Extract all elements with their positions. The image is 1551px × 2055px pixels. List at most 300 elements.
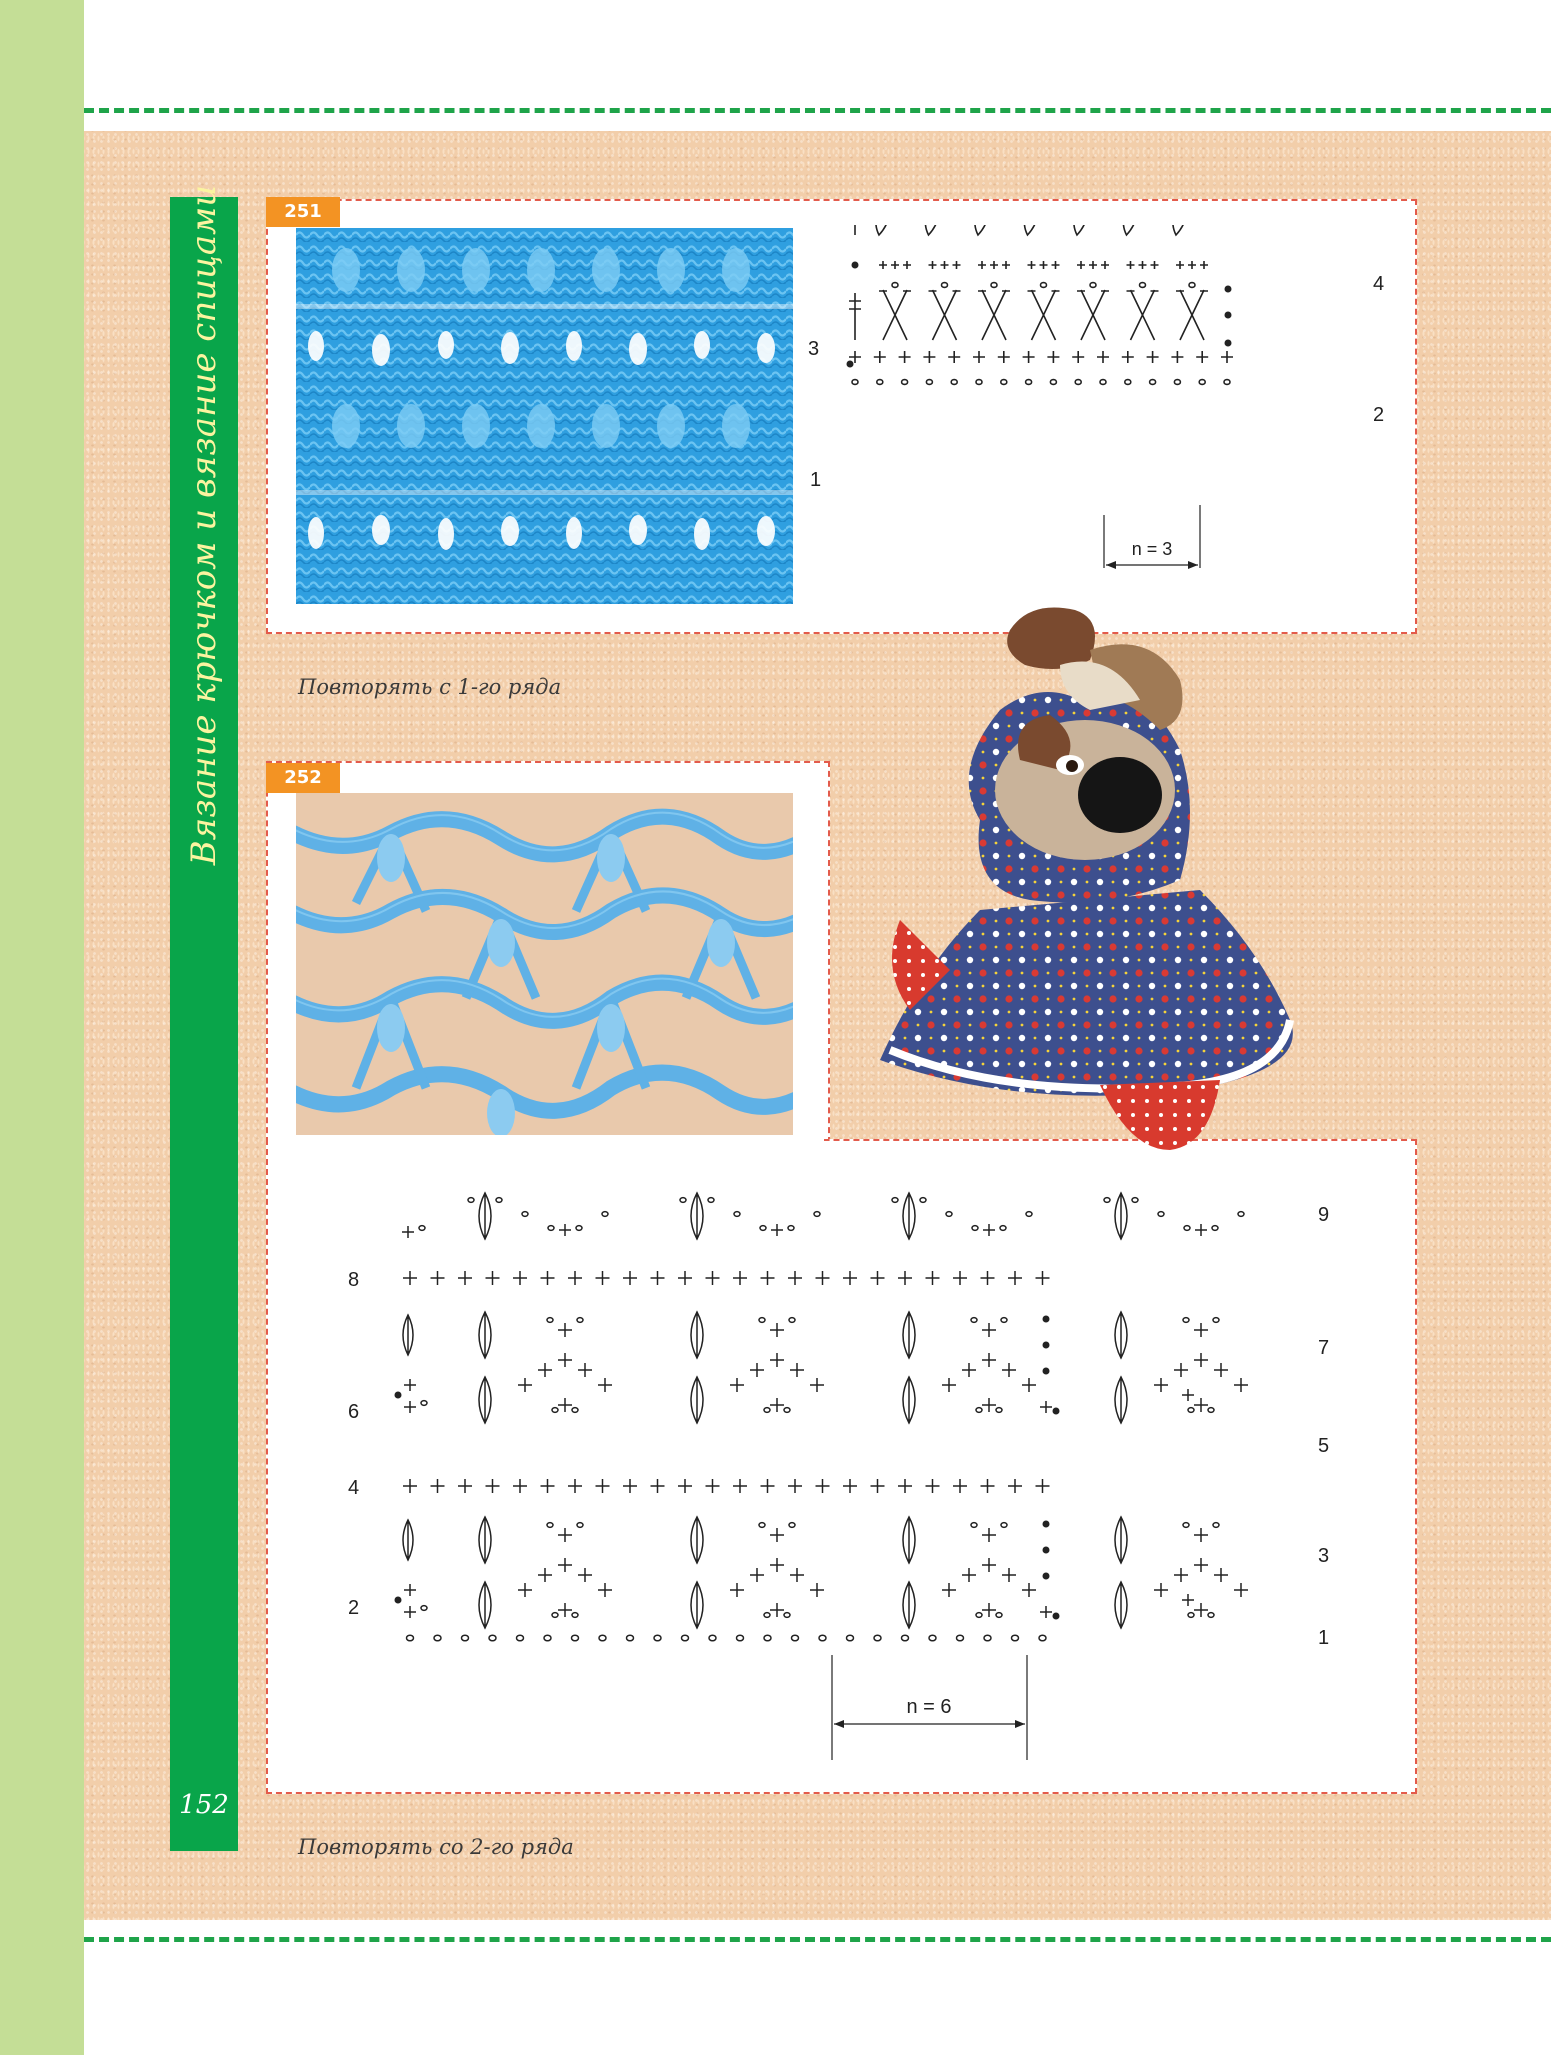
sc-stitch-symbol [1194, 1323, 1208, 1337]
sc-stitch-symbol [402, 1226, 414, 1238]
sc-stitch-symbol [404, 1584, 416, 1596]
puff-stitch-symbol [1115, 1582, 1127, 1628]
sc-stitch-symbol [1008, 1479, 1022, 1493]
slip-stitch-symbol [1053, 1613, 1060, 1620]
sc-stitch-symbol [926, 1479, 940, 1493]
slip-stitch-symbol [1043, 1342, 1050, 1349]
chain-stitch-symbol [627, 1635, 634, 1641]
puff-stitch-symbol [691, 1582, 703, 1628]
chain-stitch-symbol [976, 380, 982, 385]
chain-stitch-symbol [1183, 1523, 1189, 1528]
sc-stitch-symbol [458, 1479, 472, 1493]
sc-stitch-symbol [982, 1353, 996, 1367]
chain-stitch-symbol [462, 1635, 469, 1641]
sc-stitch-symbol [983, 1224, 995, 1236]
chain-stitch-symbol [577, 1523, 583, 1528]
puff-stitch-symbol [691, 1312, 703, 1358]
sc-stitch-symbol [941, 261, 949, 269]
sc-stitch-symbol [1036, 1479, 1050, 1493]
sc-stitch-symbol [982, 1323, 996, 1337]
sc-stitch-symbol [568, 1479, 582, 1493]
slip-stitch-symbol [395, 1392, 402, 1399]
sc-stitch-symbol [750, 1568, 764, 1582]
sc-stitch-symbol [810, 1583, 824, 1597]
chain-stitch-symbol [1174, 380, 1180, 385]
chain-stitch-symbol [991, 283, 997, 288]
chain-stitch-symbol [599, 1635, 606, 1641]
sc-stitch-symbol [518, 1583, 532, 1597]
sc-stitch-symbol [678, 1271, 692, 1285]
chain-stitch-symbol [942, 283, 948, 288]
sc-stitch-symbol [942, 1378, 956, 1392]
chain-stitch-symbol [951, 380, 957, 385]
chain-stitch-symbol [572, 1613, 578, 1618]
chain-stitch-symbol [421, 1606, 427, 1611]
sc-stitch-symbol [598, 1583, 612, 1597]
sc-stitch-symbol [558, 1353, 572, 1367]
chain-stitch-symbol [976, 1408, 982, 1413]
chain-stitch-symbol [547, 1523, 553, 1528]
sc-stitch-symbol [982, 1558, 996, 1572]
sc-stitch-symbol [1040, 261, 1048, 269]
puff-stitch-symbol [1115, 1517, 1127, 1563]
sc-stitch-symbol [1008, 1271, 1022, 1285]
sc-stitch-symbol [1174, 1568, 1188, 1582]
sc-stitch-symbol [1214, 1363, 1228, 1377]
slip-stitch-symbol [1043, 1316, 1050, 1323]
sc-stitch-symbol [998, 351, 1010, 363]
chain-stitch-symbol [517, 1635, 524, 1641]
chain-stitch-symbol [819, 1635, 826, 1641]
chain-stitch-symbol [971, 1523, 977, 1528]
puff-stitch-symbol [1123, 225, 1138, 235]
sc-stitch-symbol [558, 1528, 572, 1542]
puff-stitch-symbol [903, 1517, 915, 1563]
chain-stitch-symbol [996, 1408, 1002, 1413]
chain-stitch-symbol [814, 1212, 820, 1217]
sc-stitch-symbol [1097, 351, 1109, 363]
chain-stitch-symbol [902, 380, 908, 385]
page-number: 152 [179, 1790, 229, 1820]
chain-stitch-symbol [602, 1212, 608, 1217]
puff-stitch-symbol [479, 1377, 491, 1423]
sc-stitch-symbol [578, 1568, 592, 1582]
chain-stitch-symbol [1212, 1226, 1218, 1231]
chain-stitch-symbol [1213, 1318, 1219, 1323]
sc-stitch-symbol [486, 1271, 500, 1285]
chain-stitch-symbol [1075, 380, 1081, 385]
sc-stitch-symbol [843, 1271, 857, 1285]
sc-stitch-symbol [790, 1363, 804, 1377]
sc-stitch-symbol [1182, 1389, 1194, 1401]
chain-stitch-symbol [1208, 1408, 1214, 1413]
chain-stitch-symbol [419, 1226, 425, 1231]
chain-stitch-symbol [1026, 1212, 1032, 1217]
chain-stitch-symbol [902, 1635, 909, 1641]
sc-stitch-symbol [1072, 351, 1084, 363]
puff-stitch-symbol [691, 1377, 703, 1423]
sc-stitch-symbol [898, 1479, 912, 1493]
chain-stitch-symbol [709, 1635, 716, 1641]
sc-stitch-symbol [1028, 261, 1036, 269]
top-dashed-rule [84, 108, 1551, 113]
chain-stitch-symbol [552, 1613, 558, 1618]
sc-stitch-symbol [1194, 1353, 1208, 1367]
chain-stitch-symbol [654, 1635, 661, 1641]
sc-stitch-symbol [981, 1271, 995, 1285]
sc-stitch-symbol [404, 1606, 416, 1618]
sc-stitch-symbol [788, 1271, 802, 1285]
bottom-dashed-rule [84, 1937, 1551, 1942]
chain-stitch-symbol [892, 283, 898, 288]
sc-stitch-symbol [1154, 1378, 1168, 1392]
chain-stitch-symbol [1238, 1212, 1244, 1217]
chain-stitch-symbol [1000, 1226, 1006, 1231]
sc-stitch-symbol [1221, 351, 1233, 363]
sc-stitch-symbol [1182, 1594, 1194, 1606]
sc-stitch-symbol [1077, 261, 1085, 269]
pattern-251-caption: Повторять с 1-го ряда [298, 675, 562, 699]
chain-stitch-symbol [759, 1523, 765, 1528]
sc-stitch-symbol [623, 1271, 637, 1285]
chain-stitch-symbol [976, 1613, 982, 1618]
slip-stitch-symbol [1043, 1368, 1050, 1375]
puff-stitch-symbol [903, 1193, 915, 1239]
chain-stitch-symbol [1001, 1523, 1007, 1528]
chain-stitch-symbol [784, 1408, 790, 1413]
chain-stitch-symbol [1208, 1613, 1214, 1618]
puff-stitch-symbol [403, 1315, 413, 1355]
chain-stitch-symbol [522, 1212, 528, 1217]
sc-stitch-symbol [559, 1224, 571, 1236]
sc-stitch-symbol [973, 351, 985, 363]
chain-stitch-symbol [547, 1318, 553, 1323]
sc-stitch-symbol [730, 1378, 744, 1392]
puff-stitch-symbol [903, 1582, 915, 1628]
chain-stitch-symbol [737, 1635, 744, 1641]
puff-stitch-symbol [975, 225, 990, 235]
sc-stitch-symbol [1154, 1583, 1168, 1597]
sc-stitch-symbol [1022, 1378, 1036, 1392]
sc-stitch-symbol [816, 1479, 830, 1493]
chain-stitch-symbol [572, 1408, 578, 1413]
sc-stitch-symbol [1023, 351, 1035, 363]
sc-stitch-symbol [1214, 1568, 1228, 1582]
chain-stitch-symbol [1132, 1198, 1138, 1203]
sc-stitch-symbol [962, 1363, 976, 1377]
sc-stitch-symbol [874, 351, 886, 363]
chain-stitch-symbol [847, 1635, 854, 1641]
sc-stitch-symbol [513, 1479, 527, 1493]
chain-stitch-symbol [548, 1226, 554, 1231]
chain-stitch-symbol [784, 1613, 790, 1618]
chain-stitch-symbol [682, 1635, 689, 1641]
row-label-9: 9 [1318, 1204, 1330, 1226]
sc-stitch-symbol [1122, 351, 1134, 363]
puff-stitch-symbol [479, 1193, 491, 1239]
chain-stitch-symbol [946, 1212, 952, 1217]
chain-stitch-symbol [874, 1635, 881, 1641]
sc-stitch-symbol [891, 261, 899, 269]
row-label-2: 2 [1373, 404, 1385, 426]
sc-stitch-symbol [962, 1568, 976, 1582]
sc-stitch-symbol [770, 1603, 784, 1617]
row-label-4: 4 [1373, 273, 1385, 295]
puff-stitch-symbol [479, 1582, 491, 1628]
sc-stitch-symbol [953, 261, 961, 269]
row-label-8: 8 [348, 1269, 360, 1291]
chain-stitch-symbol [759, 1318, 765, 1323]
sc-stitch-symbol [1139, 261, 1147, 269]
puff-stitch-symbol [1173, 225, 1188, 235]
crossed-dc-symbol [1180, 290, 1204, 340]
sc-stitch-symbol [1174, 1363, 1188, 1377]
crossed-dc-symbol [982, 290, 1006, 340]
chain-stitch-symbol [1100, 380, 1106, 385]
chain-stitch-symbol [1150, 380, 1156, 385]
sc-stitch-symbol [1036, 1271, 1050, 1285]
sc-stitch-symbol [1194, 1398, 1208, 1412]
sc-stitch-symbol [981, 1479, 995, 1493]
sc-stitch-symbol [1002, 261, 1010, 269]
sc-stitch-symbol [770, 1528, 784, 1542]
sc-stitch-symbol [403, 1479, 417, 1493]
chain-stitch-symbol [421, 1401, 427, 1406]
sc-stitch-symbol [761, 1479, 775, 1493]
sc-stitch-symbol [1194, 1558, 1208, 1572]
sc-stitch-symbol [404, 1401, 416, 1413]
sc-stitch-symbol [538, 1363, 552, 1377]
sc-stitch-symbol [598, 1378, 612, 1392]
slip-stitch-symbol [1225, 340, 1232, 347]
sc-stitch-symbol [1171, 351, 1183, 363]
slip-stitch-symbol [1043, 1521, 1050, 1528]
sc-stitch-symbol [518, 1378, 532, 1392]
sc-stitch-symbol [651, 1271, 665, 1285]
slip-stitch-symbol [395, 1597, 402, 1604]
chain-stitch-symbol [1039, 1635, 1046, 1641]
slip-stitch-symbol [1225, 312, 1232, 319]
chain-stitch-symbol [468, 1198, 474, 1203]
puff-stitch-symbol [1024, 225, 1039, 235]
sc-stitch-symbol [538, 1568, 552, 1582]
puff-stitch-symbol [479, 1517, 491, 1563]
slip-stitch-symbol [852, 262, 859, 269]
chain-stitch-symbol [734, 1212, 740, 1217]
puff-stitch-symbol [479, 1312, 491, 1358]
chain-stitch-symbol [1012, 1635, 1019, 1641]
sc-stitch-symbol [1089, 261, 1097, 269]
sc-stitch-symbol [651, 1479, 665, 1493]
chain-stitch-symbol [926, 380, 932, 385]
chain-stitch-symbol [877, 380, 883, 385]
sc-stitch-symbol [770, 1323, 784, 1337]
sc-stitch-symbol [790, 1568, 804, 1582]
sc-stitch-symbol [953, 1271, 967, 1285]
sc-stitch-symbol [1052, 261, 1060, 269]
sc-stitch-symbol [903, 261, 911, 269]
sc-stitch-symbol [404, 1379, 416, 1391]
chain-stitch-symbol [957, 1635, 964, 1641]
sc-stitch-symbol [431, 1479, 445, 1493]
sc-stitch-symbol [513, 1271, 527, 1285]
sc-stitch-symbol [1188, 261, 1196, 269]
puff-stitch-symbol [1074, 225, 1089, 235]
sc-stitch-symbol [578, 1363, 592, 1377]
sc-stitch-symbol [1194, 1603, 1208, 1617]
chain-stitch-symbol [792, 1635, 799, 1641]
sc-stitch-symbol [541, 1479, 555, 1493]
sc-stitch-symbol [706, 1479, 720, 1493]
chain-stitch-symbol [1188, 1408, 1194, 1413]
chain-stitch-symbol [920, 1198, 926, 1203]
chain-stitch-symbol [996, 1613, 1002, 1618]
sc-stitch-symbol [770, 1353, 784, 1367]
sc-stitch-symbol [596, 1479, 610, 1493]
chain-stitch-symbol [1090, 283, 1096, 288]
chain-stitch-symbol [708, 1198, 714, 1203]
row-label-5: 5 [1318, 1435, 1330, 1457]
sc-stitch-symbol [761, 1271, 775, 1285]
chain-stitch-symbol [1140, 283, 1146, 288]
chain-stitch-symbol [496, 1198, 502, 1203]
slip-stitch-symbol [1053, 1408, 1060, 1415]
sc-stitch-symbol [1127, 261, 1135, 269]
puff-stitch-symbol [925, 225, 940, 235]
chain-stitch-symbol [972, 1226, 978, 1231]
pattern-252-caption: Повторять со 2-го ряда [298, 1835, 574, 1859]
sc-stitch-symbol [871, 1271, 885, 1285]
row-label-6: 6 [348, 1401, 360, 1423]
crossed-dc-symbol [1081, 290, 1105, 340]
chain-stitch-symbol [984, 1635, 991, 1641]
sc-stitch-symbol [942, 1583, 956, 1597]
row-label-2: 2 [348, 1597, 360, 1619]
chain-stitch-symbol [577, 1318, 583, 1323]
sc-stitch-symbol [431, 1271, 445, 1285]
repeat-label: n = 3 [1131, 539, 1173, 559]
chain-stitch-symbol [852, 380, 858, 385]
sc-stitch-symbol [1002, 1568, 1016, 1582]
puff-stitch-symbol [691, 1517, 703, 1563]
row-label-7: 7 [1318, 1337, 1330, 1359]
sc-stitch-symbol [898, 1271, 912, 1285]
sc-stitch-symbol [541, 1271, 555, 1285]
sc-stitch-symbol [926, 1271, 940, 1285]
sc-stitch-symbol [843, 1479, 857, 1493]
sc-stitch-symbol [1200, 261, 1208, 269]
sc-stitch-symbol [929, 261, 937, 269]
chain-stitch-symbol [1026, 380, 1032, 385]
crossed-dc-symbol [1131, 290, 1155, 340]
row-label-4: 4 [348, 1477, 360, 1499]
puff-stitch-symbol [403, 1520, 413, 1560]
puff-stitch-symbol [903, 1312, 915, 1358]
chain-stitch-symbol [552, 1408, 558, 1413]
sc-stitch-symbol [771, 1224, 783, 1236]
chain-stitch-symbol [1125, 380, 1131, 385]
pattern-251-number: 251 [266, 197, 340, 227]
sc-stitch-symbol [770, 1558, 784, 1572]
chain-stitch-symbol [1224, 380, 1230, 385]
chain-stitch-symbol [544, 1635, 551, 1641]
chain-stitch-symbol [971, 1318, 977, 1323]
sc-stitch-symbol [1234, 1378, 1248, 1392]
chain-stitch-symbol [760, 1226, 766, 1231]
sc-stitch-symbol [458, 1271, 472, 1285]
sc-stitch-symbol [750, 1363, 764, 1377]
sc-stitch-symbol [1047, 351, 1059, 363]
pattern-252-chart [330, 1150, 1390, 1780]
chain-stitch-symbol [1183, 1318, 1189, 1323]
chain-stitch-symbol [789, 1523, 795, 1528]
sc-stitch-symbol [1147, 351, 1159, 363]
chain-stitch-symbol [434, 1635, 441, 1641]
chapter-title: Вязание крючком и вязание спицами [184, 184, 224, 866]
sc-stitch-symbol [990, 261, 998, 269]
tall-stitch-symbol [849, 293, 861, 340]
row-label-3: 3 [1318, 1545, 1330, 1567]
chain-stitch-symbol [788, 1226, 794, 1231]
chain-stitch-symbol [1041, 283, 1047, 288]
chain-stitch-symbol [680, 1198, 686, 1203]
sc-stitch-symbol [1022, 1583, 1036, 1597]
puff-stitch-symbol [1115, 1193, 1127, 1239]
slip-stitch-symbol [1225, 286, 1232, 293]
sc-stitch-symbol [978, 261, 986, 269]
sc-stitch-symbol [871, 1479, 885, 1493]
puff-stitch-symbol [691, 1193, 703, 1239]
pattern-252-photo [296, 793, 793, 1135]
chain-stitch-symbol [764, 1635, 771, 1641]
chain-stitch-symbol [576, 1226, 582, 1231]
toy-dog-photo [860, 590, 1320, 1170]
row-label-3: 3 [808, 338, 820, 360]
sc-stitch-symbol [810, 1378, 824, 1392]
chain-stitch-symbol [489, 1635, 496, 1641]
sc-stitch-symbol [1194, 1528, 1208, 1542]
row-label-1: 1 [1318, 1627, 1330, 1649]
pattern-251-chart [800, 225, 1400, 585]
chain-stitch-symbol [929, 1635, 936, 1641]
sc-stitch-symbol [403, 1271, 417, 1285]
sc-stitch-symbol [1040, 1401, 1052, 1413]
sc-stitch-symbol [770, 1398, 784, 1412]
sc-stitch-symbol [730, 1583, 744, 1597]
slip-stitch-symbol [1043, 1547, 1050, 1554]
sc-stitch-symbol [596, 1271, 610, 1285]
chain-stitch-symbol [892, 1198, 898, 1203]
sc-stitch-symbol [816, 1271, 830, 1285]
chain-stitch-symbol [1104, 1198, 1110, 1203]
sc-stitch-symbol [1176, 261, 1184, 269]
chain-stitch-symbol [1199, 380, 1205, 385]
pattern-252-number: 252 [266, 763, 340, 793]
crossed-dc-symbol [1032, 290, 1056, 340]
sc-stitch-symbol [923, 351, 935, 363]
repeat-label: n = 6 [906, 1696, 952, 1718]
chain-stitch-symbol [1158, 1212, 1164, 1217]
chain-stitch-symbol [1001, 380, 1007, 385]
crossed-dc-symbol [883, 290, 907, 340]
sc-stitch-symbol [678, 1479, 692, 1493]
pattern-251-photo [296, 228, 793, 604]
sc-stitch-symbol [1234, 1583, 1248, 1597]
sc-stitch-symbol [733, 1271, 747, 1285]
sc-stitch-symbol [568, 1271, 582, 1285]
chain-stitch-symbol [764, 1613, 770, 1618]
sc-stitch-symbol [1151, 261, 1159, 269]
